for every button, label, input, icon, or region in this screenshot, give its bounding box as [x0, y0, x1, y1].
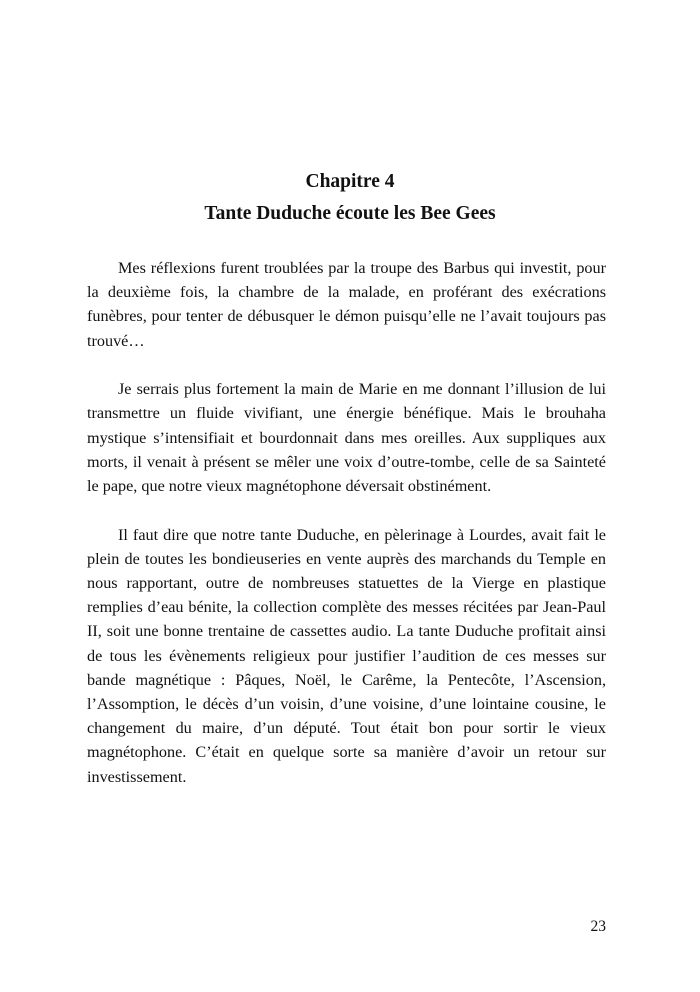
chapter-heading [0, 166, 700, 230]
page-number: 23 [590, 918, 606, 935]
paragraph: Je serrais plus fortement la main de Marie en me donnant l’illusion de lui transmettre un fluide vivifiant, une énergie bénéfique. Mais le brouhaha mystique s’intensifiait et bourdonnait dans mes oreilles. Aux suppliques aux morts, il venait à présent se mêler une voix d’outre-tombe, celle de sa Sainteté le pape, que notre vieux magnétophone déversait obstinément. [87, 380, 606, 496]
paragraph: Il faut dire que notre tante Duduche, en pèlerinage à Lourdes, avait fait le plein de toutes les bondieuseries en vente auprès des marchands du Temple en nous rapportant, outre de nombreuses statuettes de la Vierge en plastique remplies d’eau bénite, la collection complète des messes récitées par Jean-Paul II, soit une bonne trentaine de cassettes audio. La tante Duduche profitait ainsi de tous les évènements religieux pour justifier l’audition de ces messes sur bande magnétique : Pâques, Noël, le Carême, la Pentecôte, l’Ascension, l’Assomption, le décès d’un voisin, d’une voisine, d’une lointaine cousine, le changement du maire, d’un député. Tout était bon pour sortir le vieux magnétophone. C’était en quelque sorte sa manière d’avoir un retour sur investissement. [87, 525, 606, 786]
body-text [87, 256, 606, 813]
chapter-title: Tante Duduche écoute les Bee Gees [204, 203, 496, 224]
paragraph: Mes réflexions furent troublées par la troupe des Barbus qui investit, pour la deuxième fois, la chambre de la malade, en proférant des exécrations funèbres, pour tenter de débusquer le démon puisqu’elle ne l’avait toujours pas trouvé… [87, 259, 606, 350]
chapter-number: Chapitre 4 [305, 171, 395, 192]
